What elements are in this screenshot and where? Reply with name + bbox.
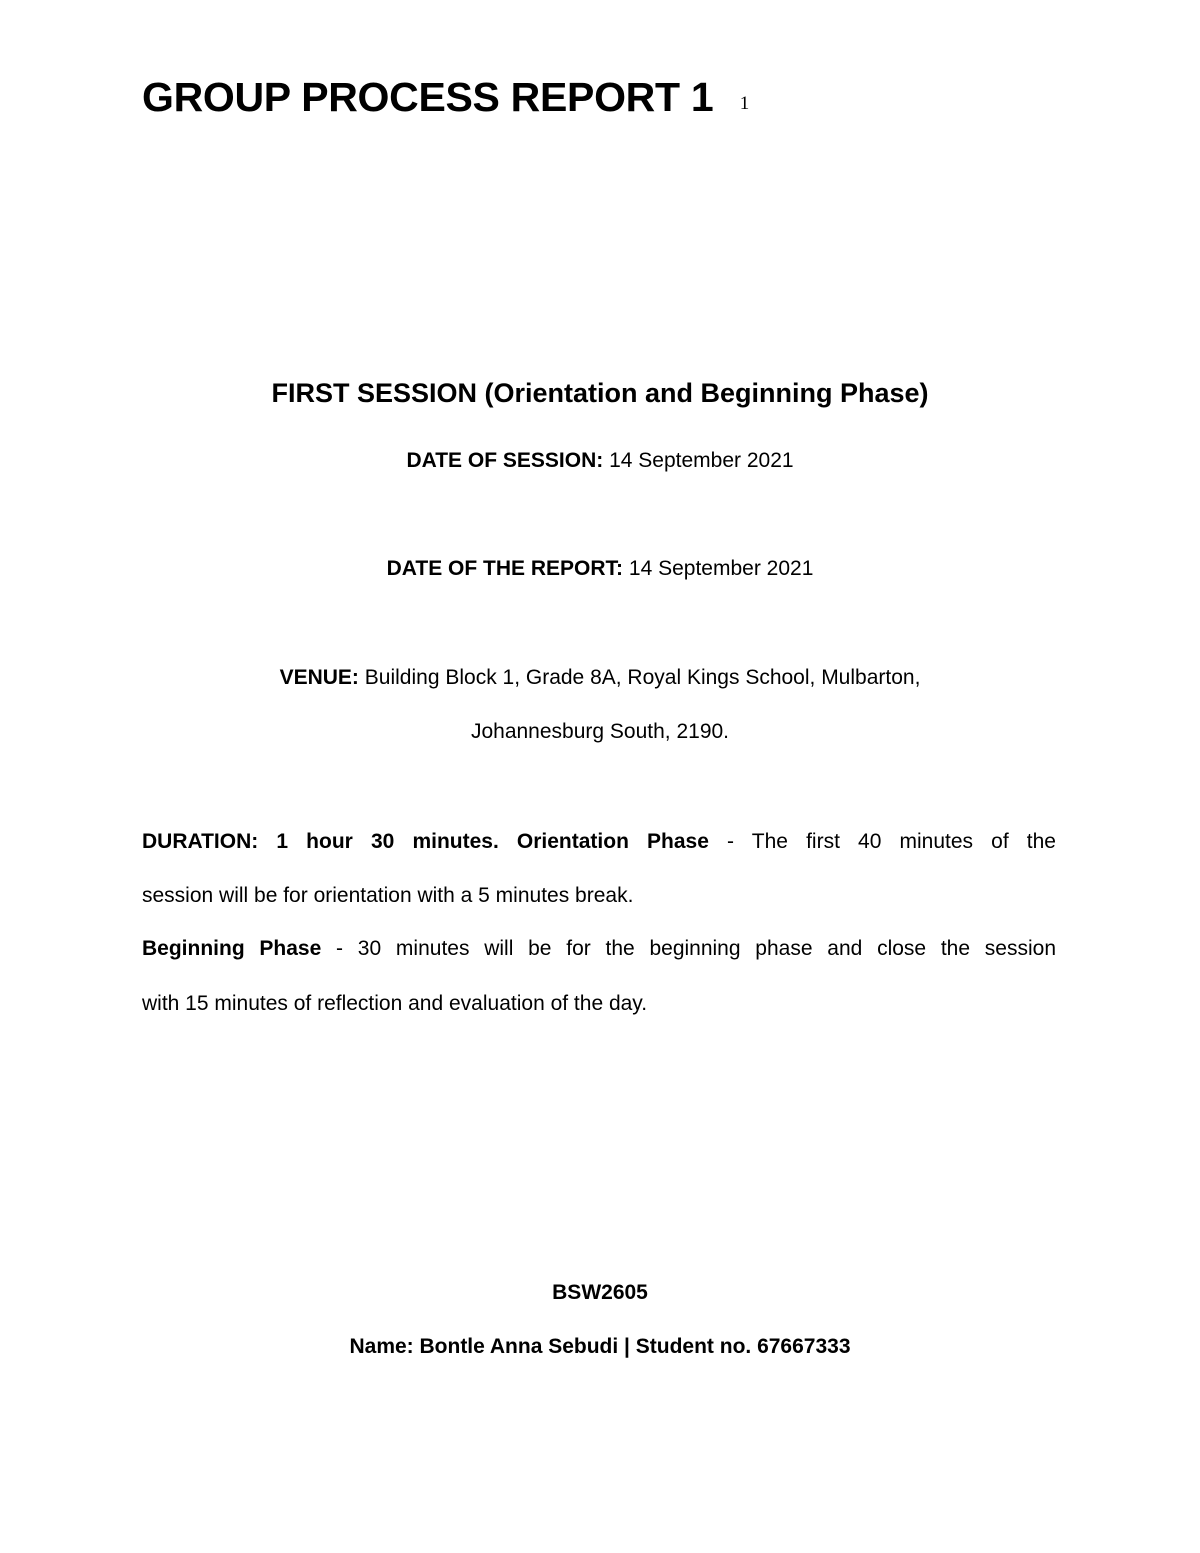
duration-label: DURATION: 1 hour 30 minutes. Orientation Phase — [142, 830, 709, 853]
beginning-label: Beginning Phase — [142, 937, 322, 960]
beginning-line-1 — [142, 922, 1056, 976]
venue — [0, 666, 1200, 690]
page-number: 1 — [739, 93, 750, 114]
report-title: GROUP PROCESS REPORT 1 — [142, 74, 714, 120]
date-of-session — [0, 449, 1200, 473]
date-of-report — [0, 557, 1200, 581]
beginning-line-2: with 15 minutes of reflection and evaluation of the day. — [142, 992, 648, 1015]
report-header — [142, 74, 749, 121]
venue-line-1: Building Block 1, Grade 8A, Royal Kings School, Mulbarton, — [364, 666, 921, 689]
module-code: BSW2605 — [552, 1281, 648, 1304]
session-title: FIRST SESSION (Orientation and Beginning Phase) — [271, 378, 929, 408]
venue-label: VENUE: — [279, 666, 359, 689]
date-of-session-value: 14 September 2021 — [609, 449, 794, 472]
duration-text: - The first 40 minutes of the — [708, 830, 1056, 853]
duration-line-1 — [142, 815, 1056, 869]
date-of-session-label: DATE OF SESSION: — [406, 449, 604, 472]
date-of-report-label: DATE OF THE REPORT: — [386, 557, 624, 580]
date-of-report-value: 14 September 2021 — [628, 557, 814, 580]
student-details: Name: Bontle Anna Sebudi | Student no. 67667333 — [349, 1335, 851, 1358]
venue-line-2: Johannesburg South, 2190. — [470, 720, 730, 743]
beginning-text: - 30 minutes will be for the beginning phase and close the session — [321, 937, 1057, 960]
duration-line-2: session will be for orientation with a 5 minutes break. — [142, 884, 634, 907]
